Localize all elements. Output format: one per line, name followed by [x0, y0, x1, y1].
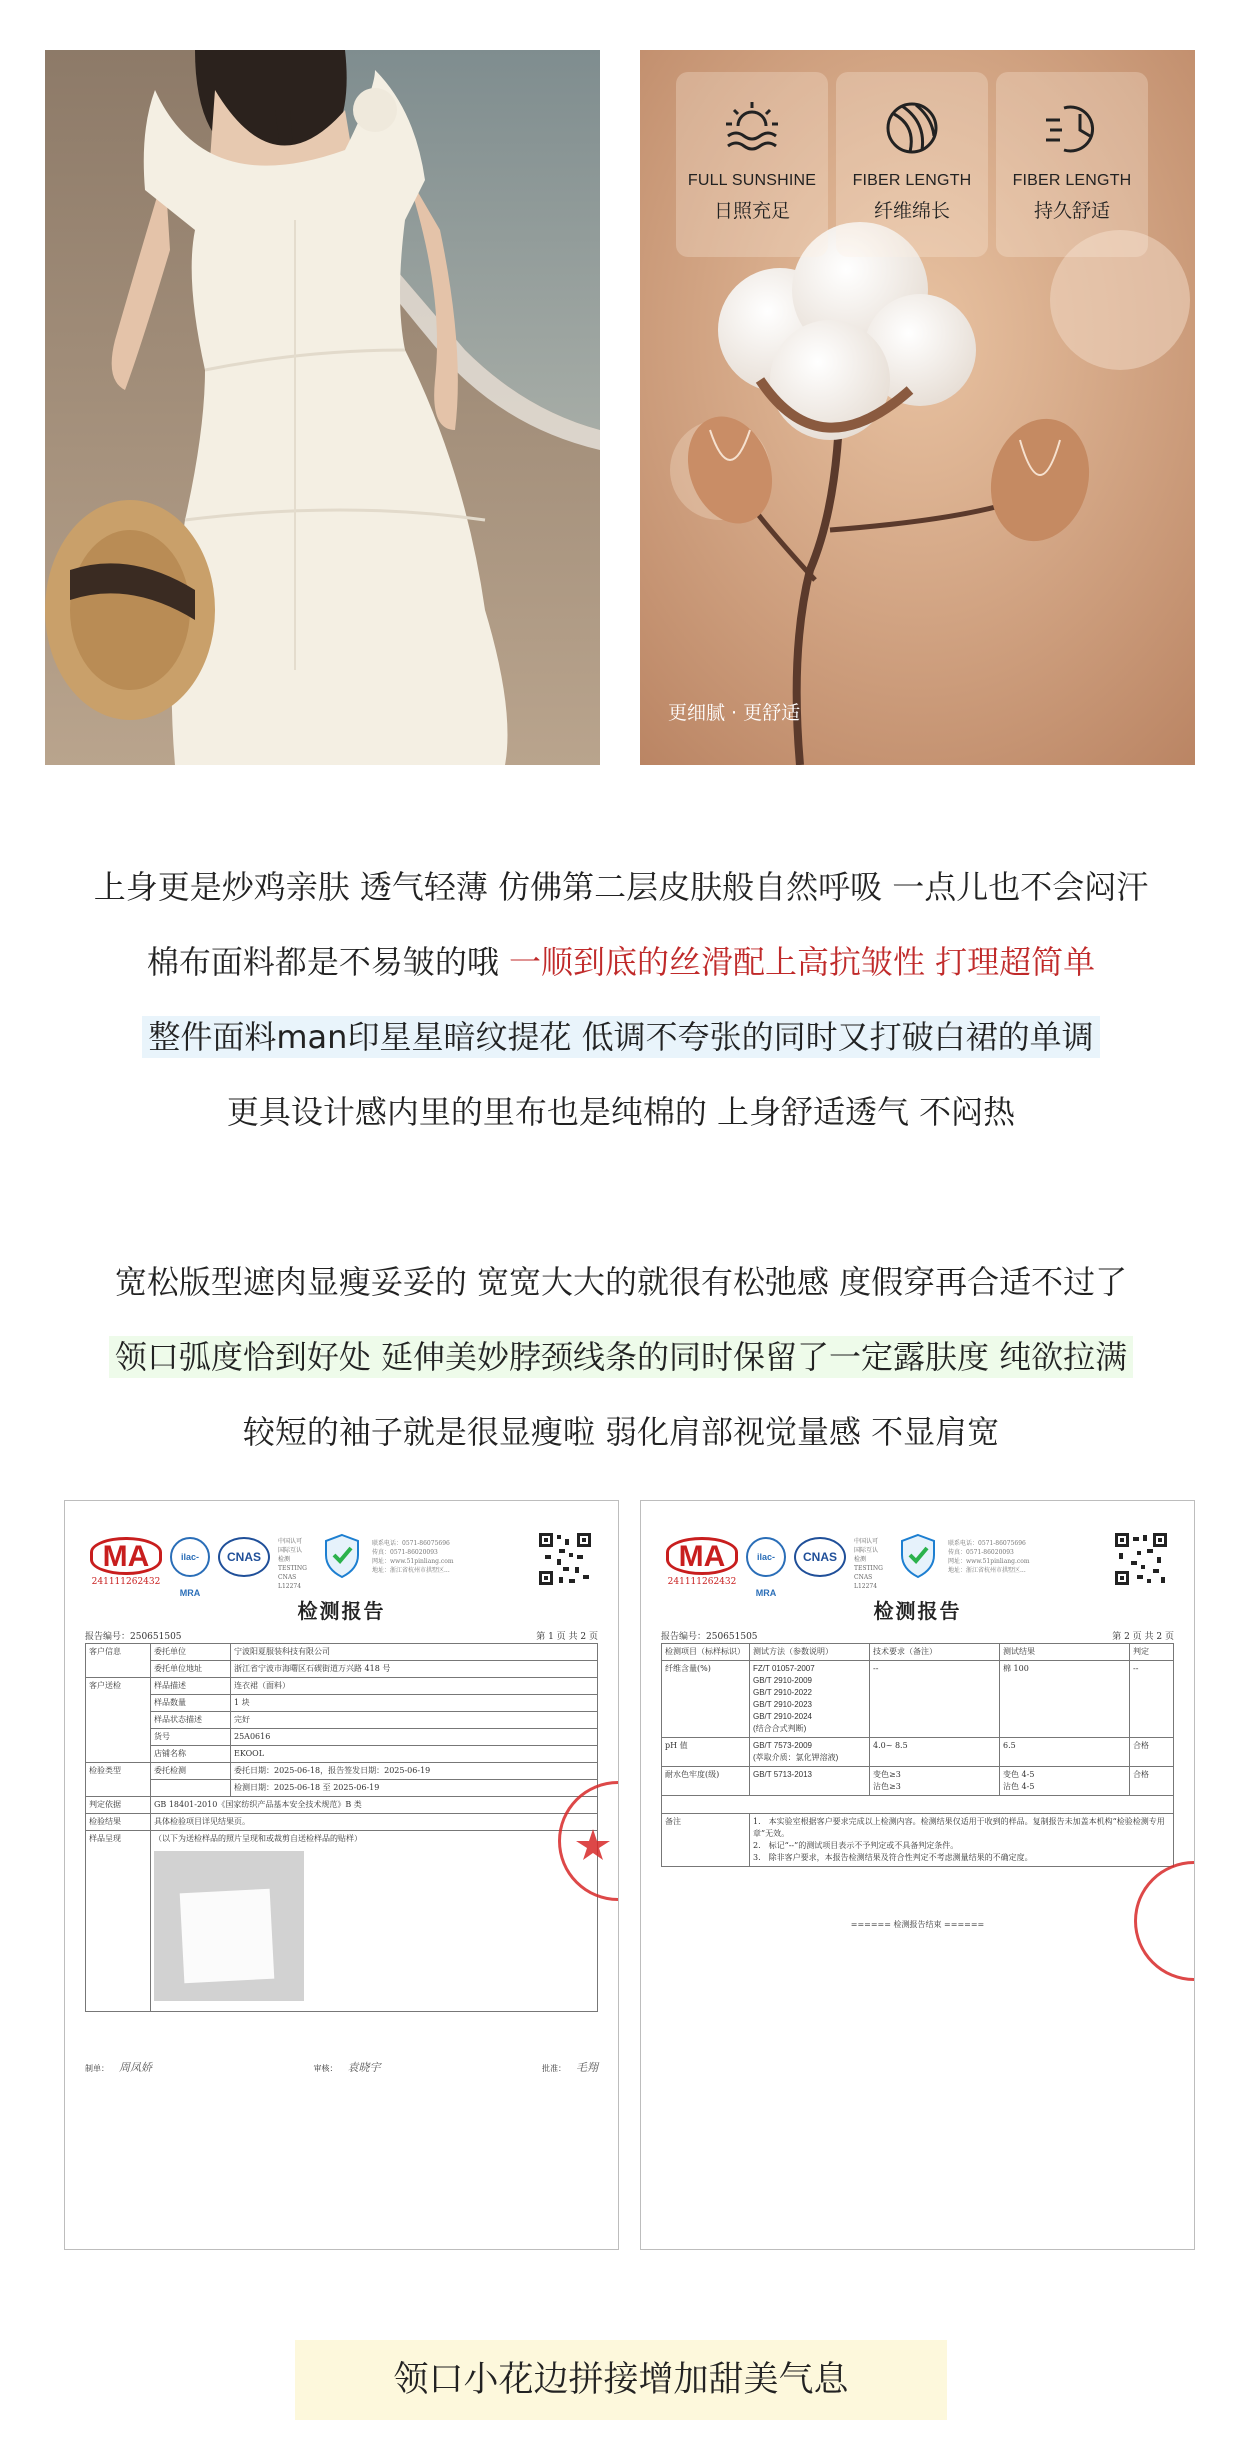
report-title: 检测报告 [297, 1599, 386, 1623]
report-note: 2. 标记“--”的测试项目表示不予判定或不具备判定条件。 [753, 1841, 959, 1850]
contact-small-text: 联系电话：0571-86075696 传真：0571-86020093 网址：www.51pinliang.com 地址：浙江省杭州市拱墅区... [948, 1540, 1030, 1574]
feature-cn-label: 持久舒适 [1033, 200, 1110, 222]
signature-handwriting: 袁晓宇 [347, 2061, 381, 2074]
signature-handwriting: 毛翔 [576, 2061, 598, 2074]
feature-cn-label: 纤维绵长 [873, 200, 950, 222]
cma-logo: MA 241111262432 [90, 1537, 162, 1587]
table-row: 货号 25A0616 [86, 1729, 598, 1746]
table-row: 纤维含量(%) FZ/T 01057-2007 GB/T 2910-2009 GB/T 2910-2022 GB/T 2910-2023 GB/T 2910-2024 (结合合式判断) -- 棉 100 -- [662, 1661, 1174, 1738]
feature-card-comfort [996, 72, 1148, 257]
description-line: 较短的袖子就是很显瘦啦 弱化肩部视觉量感 不显肩宽 [242, 1413, 1000, 1451]
inspection-red-stamp [1134, 1861, 1194, 1981]
description-line [0, 1000, 1242, 1075]
table-row: 客户送检 样品描述 连衣裙（面料） [86, 1678, 598, 1695]
feature-en-label: FULL SUNSHINE [687, 172, 817, 189]
table-row: 样品状态描述 完好 [86, 1712, 598, 1729]
report-number: 报告编号：250651505 [661, 1632, 758, 1642]
highlight-green-text: 领口弧度恰到好处 延伸美妙脖颈线条的同时保留了一定露肤度 纯欲拉满 [109, 1336, 1133, 1378]
report-number: 报告编号：250651505 [85, 1632, 182, 1642]
description-paragraph-1 [0, 850, 1242, 1150]
qr-code-icon [537, 1531, 593, 1587]
report-note: 1. 本实验室根据客户要求完成以上检测内容。检测结果仅适用于收到的样品。复制报告未加盖本机构“检验检测专用章”无效。 [753, 1817, 1165, 1838]
ecommerce-testing-shield-icon [898, 1533, 938, 1579]
clock-speed-icon [1040, 96, 1104, 160]
dress-model-photo [45, 50, 600, 765]
highlight-red-text: 一顺到底的丝滑配上高抗皱性 打理超简单 [509, 943, 1096, 981]
beach-dress-illustration [45, 50, 600, 765]
feature-en-label: FIBER LENGTH [1012, 172, 1132, 189]
test-results-table [661, 1643, 1174, 1867]
report-title: 检测报告 [873, 1599, 962, 1623]
yarn-ball-icon [880, 96, 944, 160]
signature-handwriting: 周凤娇 [119, 2061, 152, 2074]
sample-note: （以下为送检样品的照片呈现和或裁剪自送检样品的贴样） [154, 1834, 362, 1843]
table-row: 判定依据 GB 18401-2010《国家纺织产品基本安全技术规范》B 类 [86, 1797, 598, 1814]
collar-caption: 领口小花边拼接增加甜美气息 [295, 2340, 947, 2420]
table-row: 客户信息 委托单位 宁波阳夏服装科技有限公司 [86, 1644, 598, 1661]
table-header-row: 检测项目（标样标识） 测试方法（参数说明） 技术要求（备注） 测试结果 判定 [662, 1644, 1174, 1661]
table-row: 店铺名称 EKOOL [86, 1746, 598, 1763]
description-line: 宽松版型遮肉显瘦妥妥的 宽宽大大的就很有松弛感 度假穿再合适不过了 [114, 1263, 1128, 1301]
feature-icon-row [676, 72, 1148, 257]
report-info-table [85, 1643, 598, 2012]
description-line [0, 1320, 1242, 1395]
cnas-logo: CNAS [218, 1537, 270, 1577]
cnas-logo: CNAS [794, 1537, 846, 1577]
description-line: 更具设计感内里的里布也是纯棉的 上身舒适透气 不闷热 [226, 1093, 1016, 1131]
feature-en-label: FIBER LENGTH [852, 172, 972, 189]
table-row: 检测日期：2025-06-18 至 2025-06-19 [86, 1780, 598, 1797]
test-report-page-1 [64, 1500, 619, 2250]
qr-code-icon [1113, 1531, 1169, 1587]
ilac-logo: ilac-MRA [170, 1537, 210, 1577]
report-end-marker: ====== 检测报告结束 ====== [850, 1920, 985, 1929]
description-paragraph-2 [0, 1245, 1242, 1470]
table-row [662, 1796, 1174, 1814]
fabric-sample-photo [154, 1851, 304, 2001]
report-meta [85, 1629, 598, 1642]
table-row: 样品呈现 （以下为送检样品的照片呈现和或裁剪自送检样品的贴样） [86, 1831, 598, 2012]
test-report-page-2 [640, 1500, 1195, 2250]
feature-cn-label: 日照充足 [713, 200, 790, 222]
cotton-tagline: 更细腻 · 更舒适 [668, 702, 801, 724]
table-row: pH 值 GB/T 7573-2009 (萃取介质：氯化钾溶液) 4.0~ 8.5 6.5 合格 [662, 1738, 1174, 1767]
table-row: 委托单位地址 浙江省宁波市海曙区石碶街道万兴路 418 号 [86, 1661, 598, 1678]
cert-small-text: 中国认可 国际互认 检测 TESTING CNAS L12274 [278, 1538, 307, 1590]
contact-small-text: 联系电话：0571-86075696 传真：0571-86020093 网址：www.51pinliang.com 地址：浙江省杭州市拱墅区... [372, 1540, 454, 1574]
table-row: 耐水色牢度(级) GB/T 5713-2013 变色≥3 沾色≥3 变色 4-5 沾色 4-5 合格 [662, 1767, 1174, 1796]
feature-card-sunshine [676, 72, 828, 257]
report-meta [661, 1629, 1174, 1642]
cert-small-text: 中国认可 国际互认 检测 TESTING CNAS L12274 [854, 1538, 883, 1590]
description-line: 上身更是炒鸡亲肤 透气轻薄 仿佛第二层皮肤般自然呼吸 一点儿也不会闷汗 [93, 868, 1149, 906]
table-row: 样品数量 1 块 [86, 1695, 598, 1712]
table-row: 检验结果 具体检验项目详见结果页。 [86, 1814, 598, 1831]
report-header [666, 1531, 1169, 1601]
report-signatures: 制单： 周凤娇 审核： 袁晓宇 批准： 毛翔 [85, 2061, 598, 2074]
sun-waves-icon [720, 96, 784, 160]
report-note: 3. 除非客户要求，本报告检测结果及符合性判定不考虑测量结果的不确定度。 [753, 1853, 1033, 1862]
description-line: 棉布面料都是不易皱的哦 一顺到底的丝滑配上高抗皱性 打理超简单 [0, 925, 1242, 1000]
report-page: 第 1 页 共 2 页 [536, 1632, 598, 1642]
table-row: 备注 1. 本实验室根据客户要求完成以上检测内容。检测结果仅适用于收到的样品。复制报告未加盖本机构“检验检测专用章”无效。 2. 标记“--”的测试项目表示不予判定或不具备判定条件。 3. 除非客户要求，本报告检测结果及符合性判定不考虑测量结果的不确定度。 [662, 1814, 1174, 1867]
report-page: 第 2 页 共 2 页 [1112, 1632, 1174, 1642]
cma-logo: MA 241111262432 [666, 1537, 738, 1587]
feature-card-fiber [836, 72, 988, 257]
ilac-logo: ilac-MRA [746, 1537, 786, 1577]
cotton-feature-panel [640, 50, 1195, 765]
highlight-blue-text: 整件面料man印星星暗纹提花 低调不夸张的同时又打破白裙的单调 [142, 1016, 1099, 1058]
inspection-red-stamp [558, 1781, 618, 1901]
product-description [0, 850, 1242, 1470]
ecommerce-testing-shield-icon [322, 1533, 362, 1579]
report-header [90, 1531, 593, 1601]
table-row: 检验类型 委托检测 委托日期：2025-06-18，报告签发日期：2025-06-19 [86, 1763, 598, 1780]
